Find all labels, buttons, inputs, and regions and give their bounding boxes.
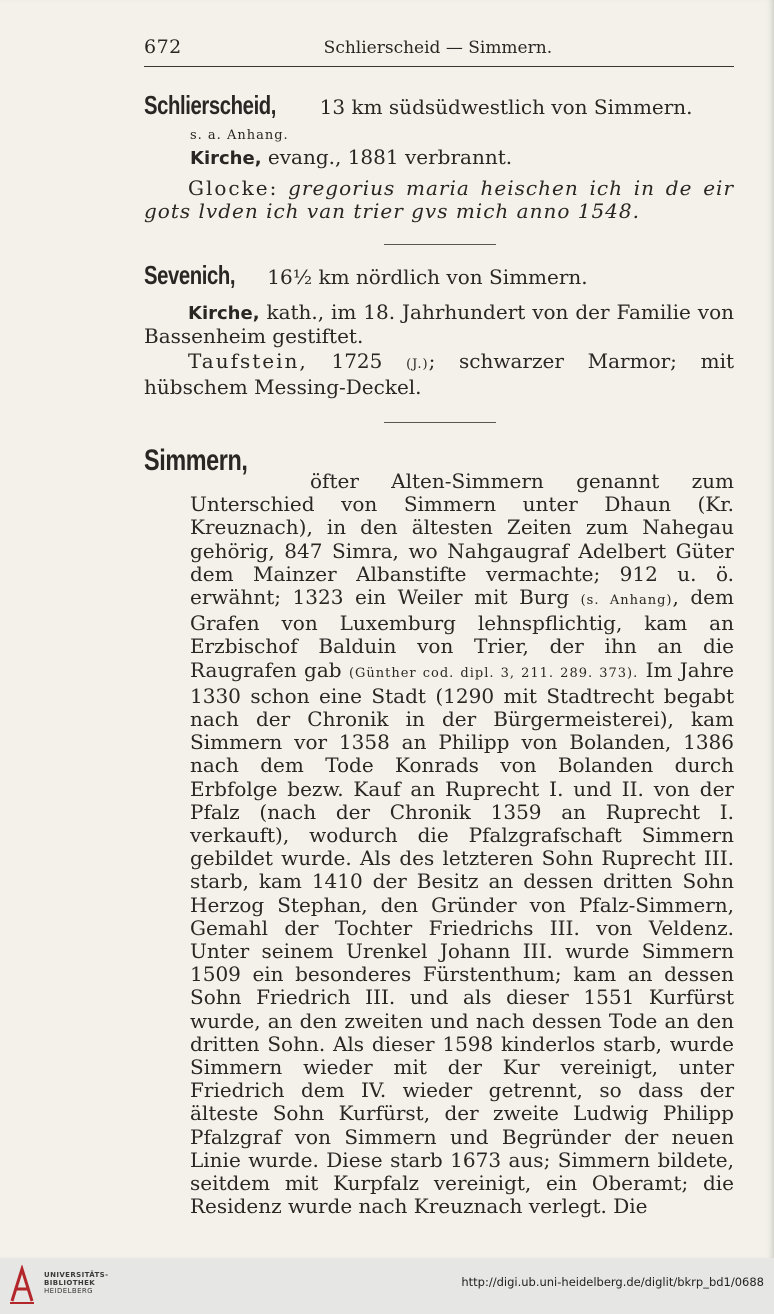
header-rule — [144, 66, 734, 67]
taufstein-paragraph: Taufstein, 1725 (J.); schwarzer Marmor; mit hübschem Messing-Deckel. — [144, 349, 735, 400]
entry-keyword: Schlierscheid, — [144, 90, 277, 120]
glocke-paragraph: Glocke: gregorius maria heischen ich in de eir gots lvden ich van trier gvs mich anno 1548. — [144, 176, 735, 224]
kirche-paragraph: Kirche, evang., 1881 verbrannt. — [190, 145, 513, 169]
running-title: Schlierscheid — Simmern. — [323, 38, 553, 58]
page-header — [144, 36, 734, 58]
simmern-paragraph: öfter Alten-Simmern genannt zum Unterschied von Simmern unter Dhaun (Kr. Kreuznach), in den ältesten Zeiten zum Nahegau gehörig, 847 Simra, wo Nahgaugraf Adelbert Güter dem Mainzer Albanstifte vermachte; 912 u. ö. erwähnt; 1323 ein Weiler mit Burg (s. Anhang), dem Grafen von Luxemburg lehnspflichtig, kam an Erzbischof Balduin von Trier, der ihn an die Raugrafen gab (Günther cod. dipl. 3, 211. 289. 373). Im Jahre 1330 schon eine Stadt (1290 mit Stadtrecht begabt nach der Chronik in der Bürgermeisterei), kam Simmern vor 1358 an Philipp von Bolanden, 1386 nach dem Tode Konrads von Bolanden durch Erbfolge bezw. Kauf an Ruprecht I. und II. von der Pfalz (nach der Chronik 1359 an Ruprecht I. verkauft), wodurch die Pfalzgrafschaft Simmern gebildet wurde. Als des letzteren Sohn Ruprecht III. starb, kam 1410 der Besitz an dessen dritten Sohn Herzog Stephan, den Gründer von Pfalz-Simmern, Gemahl der Tochter Friedrichs III. von Veldenz. Unter seinem Urenkel Johann III. wurde Simmern 1509 ein besonderes Fürstenthum; kam an dessen Sohn Friedrich III. und als dieser 1551 Kurfürst wurde, an den zweiten und nach dessen Tode an den dritten Sohn. Als dieser 1598 kinderlos starb, wurde Simmern wieder mit der Kur vereinigt, unter Friedrich dem IV. wieder getrennt, so dass der älteste Sohn Kurfürst, der zweite Ludwig Philipp Pfalzgraf von Simmern und Begründer der neuen Linie wurde. Diese starb 1673 aus; Simmern bildete, seitdem mit Kurpfalz vereinigt, ein Oberamt; die Residenz wurde nach Kreuznach verlegt. Die — [190, 469, 735, 1219]
entry-separator — [384, 422, 496, 423]
library-name: UNIVERSITÄTS- BIBLIOTHEK HEIDELBERG — [44, 1271, 109, 1295]
entry-heading-schlierscheid — [144, 92, 693, 120]
page-number: 672 — [144, 36, 182, 58]
entry-heading-sevenich — [144, 262, 588, 290]
entry-keyword: Simmern, — [144, 444, 248, 477]
entry-location: 13 km südsüdwestlich von Simmern. — [319, 95, 693, 119]
see-also-note: s. a. Anhang. — [190, 128, 289, 143]
entry-keyword: Sevenich, — [144, 260, 236, 290]
entry-location: 16½ km nördlich von Simmern. — [267, 265, 588, 289]
permalink-url[interactable]: http://digi.ub.uni-heidelberg.de/diglit/bkrp_bd1/0688 — [461, 1275, 764, 1289]
kirche-paragraph: Kirche, kath., im 18. Jahrhundert von der Familie von Bassenheim gestiftet. — [144, 300, 735, 349]
entry-separator — [384, 244, 496, 245]
library-logo-icon — [8, 1265, 36, 1305]
